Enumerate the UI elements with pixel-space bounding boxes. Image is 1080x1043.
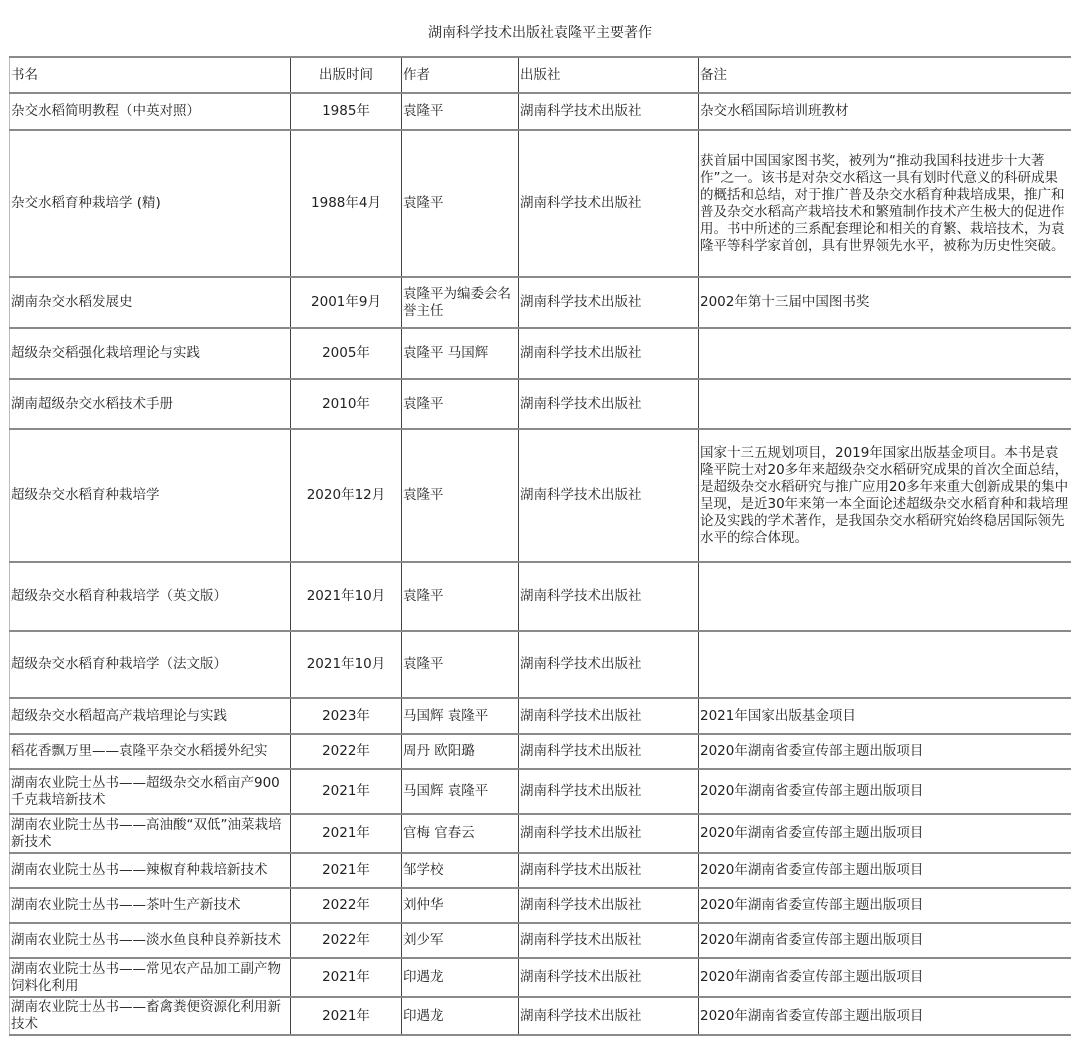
book-title-cell: 稻花香飘万里——袁隆平杂交水稻援外纪实 [10, 734, 291, 769]
publisher-cell: 湖南科学技术出版社 [519, 130, 699, 277]
book-title-cell: 湖南农业院士丛书——畜禽粪便资源化利用新技术 [10, 997, 291, 1035]
table-row [10, 130, 1071, 277]
author-cell: 袁隆平 [402, 93, 519, 130]
table-row [10, 814, 1071, 853]
note-cell [699, 631, 1071, 698]
table-row [10, 734, 1071, 769]
publisher-cell: 湖南科学技术出版社 [519, 769, 699, 814]
header-title: 书名 [10, 57, 291, 93]
table-row [10, 562, 1071, 631]
book-title-cell: 超级杂交水稻育种栽培学（英文版） [10, 562, 291, 631]
table-row [10, 328, 1071, 379]
note-cell: 2021年国家出版基金项目 [699, 698, 1071, 734]
table-row [10, 958, 1071, 997]
note-cell: 2020年湖南省委宣传部主题出版项目 [699, 997, 1071, 1035]
author-cell: 邹学校 [402, 853, 519, 888]
author-cell: 袁隆平 马国辉 [402, 328, 519, 379]
book-title-cell: 超级杂交稻强化栽培理论与实践 [10, 328, 291, 379]
publisher-cell: 湖南科学技术出版社 [519, 562, 699, 631]
author-cell: 周丹 欧阳璐 [402, 734, 519, 769]
note-cell: 杂交水稻国际培训班教材 [699, 93, 1071, 130]
table-row [10, 277, 1071, 328]
publisher-cell: 湖南科学技术出版社 [519, 923, 699, 958]
author-cell: 袁隆平 [402, 562, 519, 631]
note-cell: 2020年湖南省委宣传部主题出版项目 [699, 923, 1071, 958]
pub-date-cell: 2021年 [291, 814, 402, 853]
book-title-cell: 湖南农业院士丛书——茶叶生产新技术 [10, 888, 291, 923]
author-cell: 刘仲华 [402, 888, 519, 923]
book-title-cell: 杂交水稻育种栽培学 (精) [10, 130, 291, 277]
publisher-cell: 湖南科学技术出版社 [519, 997, 699, 1035]
author-cell: 马国辉 袁隆平 [402, 769, 519, 814]
works-table [9, 56, 1071, 1036]
note-cell [699, 562, 1071, 631]
publisher-cell: 湖南科学技术出版社 [519, 429, 699, 562]
header-note: 备注 [699, 57, 1071, 93]
pub-date-cell: 2022年 [291, 734, 402, 769]
author-cell: 袁隆平 [402, 429, 519, 562]
publisher-cell: 湖南科学技术出版社 [519, 328, 699, 379]
table-row [10, 769, 1071, 814]
note-cell: 获首届中国国家图书奖，被列为“推动我国科技进步十大著作”之一。该书是对杂交水稻这一具有划时代意义的科研成果的概括和总结，对于推广普及杂交水稻育种栽培成果，推广和普及杂交水稻高产栽培技术和繁殖制作技术产生极大的促进作用。书中所述的三系配套理论和相关的育繁、栽培技术，为袁隆平等科学家首创，具有世界领先水平，被称为历史性突破。 [699, 130, 1071, 277]
author-cell: 印遇龙 [402, 958, 519, 997]
book-title-cell: 湖南农业院士丛书——淡水鱼良种良养新技术 [10, 923, 291, 958]
book-title-cell: 湖南农业院士丛书——高油酸“双低”油菜栽培新技术 [10, 814, 291, 853]
table-row [10, 379, 1071, 429]
book-title-cell: 湖南超级杂交水稻技术手册 [10, 379, 291, 429]
author-cell: 袁隆平 [402, 130, 519, 277]
book-title-cell: 湖南农业院士丛书——超级杂交水稻亩产900千克栽培新技术 [10, 769, 291, 814]
note-cell: 2020年湖南省委宣传部主题出版项目 [699, 734, 1071, 769]
pub-date-cell: 2021年 [291, 853, 402, 888]
publisher-cell: 湖南科学技术出版社 [519, 631, 699, 698]
pub-date-cell: 2022年 [291, 923, 402, 958]
header-row [10, 57, 1071, 93]
author-cell: 官梅 官春云 [402, 814, 519, 853]
book-title-cell: 杂交水稻简明教程（中英对照） [10, 93, 291, 130]
note-cell: 2020年湖南省委宣传部主题出版项目 [699, 769, 1071, 814]
note-cell: 2020年湖南省委宣传部主题出版项目 [699, 853, 1071, 888]
pub-date-cell: 1985年 [291, 93, 402, 130]
note-cell: 2002年第十三届中国图书奖 [699, 277, 1071, 328]
author-cell: 袁隆平 [402, 379, 519, 429]
header-author: 作者 [402, 57, 519, 93]
publisher-cell: 湖南科学技术出版社 [519, 277, 699, 328]
note-cell: 国家十三五规划项目，2019年国家出版基金项目。本书是袁隆平院士对20多年来超级杂交水稻研究成果的首次全面总结，是超级杂交水稻研究与推广应用20多年来重大创新成果的集中呈现，是近30年来第一本全面论述超级杂交水稻育种和栽培理论及实践的学术著作，是我国杂交水稻研究始终稳居国际领先水平的综合体现。 [699, 429, 1071, 562]
page-title: 湖南科学技术出版社袁隆平主要著作 [428, 25, 652, 41]
pub-date-cell: 2010年 [291, 379, 402, 429]
table-row [10, 923, 1071, 958]
pub-date-cell: 2001年9月 [291, 277, 402, 328]
table-row [10, 698, 1071, 734]
publisher-cell: 湖南科学技术出版社 [519, 698, 699, 734]
header-date: 出版时间 [291, 57, 402, 93]
pub-date-cell: 2023年 [291, 698, 402, 734]
author-cell: 印遇龙 [402, 997, 519, 1035]
pub-date-cell: 2021年10月 [291, 631, 402, 698]
publisher-cell: 湖南科学技术出版社 [519, 888, 699, 923]
pub-date-cell: 2021年 [291, 769, 402, 814]
publisher-cell: 湖南科学技术出版社 [519, 379, 699, 429]
publisher-cell: 湖南科学技术出版社 [519, 814, 699, 853]
note-cell [699, 379, 1071, 429]
author-cell: 刘少军 [402, 923, 519, 958]
pub-date-cell: 2021年 [291, 997, 402, 1035]
note-cell: 2020年湖南省委宣传部主题出版项目 [699, 888, 1071, 923]
author-cell: 袁隆平为编委会名誉主任 [402, 277, 519, 328]
publisher-cell: 湖南科学技术出版社 [519, 853, 699, 888]
book-title-cell: 湖南农业院士丛书——辣椒育种栽培新技术 [10, 853, 291, 888]
table-row [10, 888, 1071, 923]
author-cell: 马国辉 袁隆平 [402, 698, 519, 734]
pub-date-cell: 1988年4月 [291, 130, 402, 277]
note-cell [699, 328, 1071, 379]
book-title-cell: 湖南杂交水稻发展史 [10, 277, 291, 328]
table-row [10, 429, 1071, 562]
publisher-cell: 湖南科学技术出版社 [519, 958, 699, 997]
publisher-cell: 湖南科学技术出版社 [519, 93, 699, 130]
table-row [10, 93, 1071, 130]
author-cell: 袁隆平 [402, 631, 519, 698]
book-title-cell: 超级杂交水稻超高产栽培理论与实践 [10, 698, 291, 734]
header-publisher: 出版社 [519, 57, 699, 93]
table-row [10, 997, 1071, 1035]
pub-date-cell: 2021年10月 [291, 562, 402, 631]
note-cell: 2020年湖南省委宣传部主题出版项目 [699, 958, 1071, 997]
book-title-cell: 超级杂交水稻育种栽培学 [10, 429, 291, 562]
table-row [10, 631, 1071, 698]
note-cell: 2020年湖南省委宣传部主题出版项目 [699, 814, 1071, 853]
pub-date-cell: 2022年 [291, 888, 402, 923]
table-row [10, 853, 1071, 888]
pub-date-cell: 2020年12月 [291, 429, 402, 562]
publisher-cell: 湖南科学技术出版社 [519, 734, 699, 769]
book-title-cell: 超级杂交水稻育种栽培学（法文版） [10, 631, 291, 698]
pub-date-cell: 2021年 [291, 958, 402, 997]
pub-date-cell: 2005年 [291, 328, 402, 379]
book-title-cell: 湖南农业院士丛书——常见农产品加工副产物饲料化利用 [10, 958, 291, 997]
